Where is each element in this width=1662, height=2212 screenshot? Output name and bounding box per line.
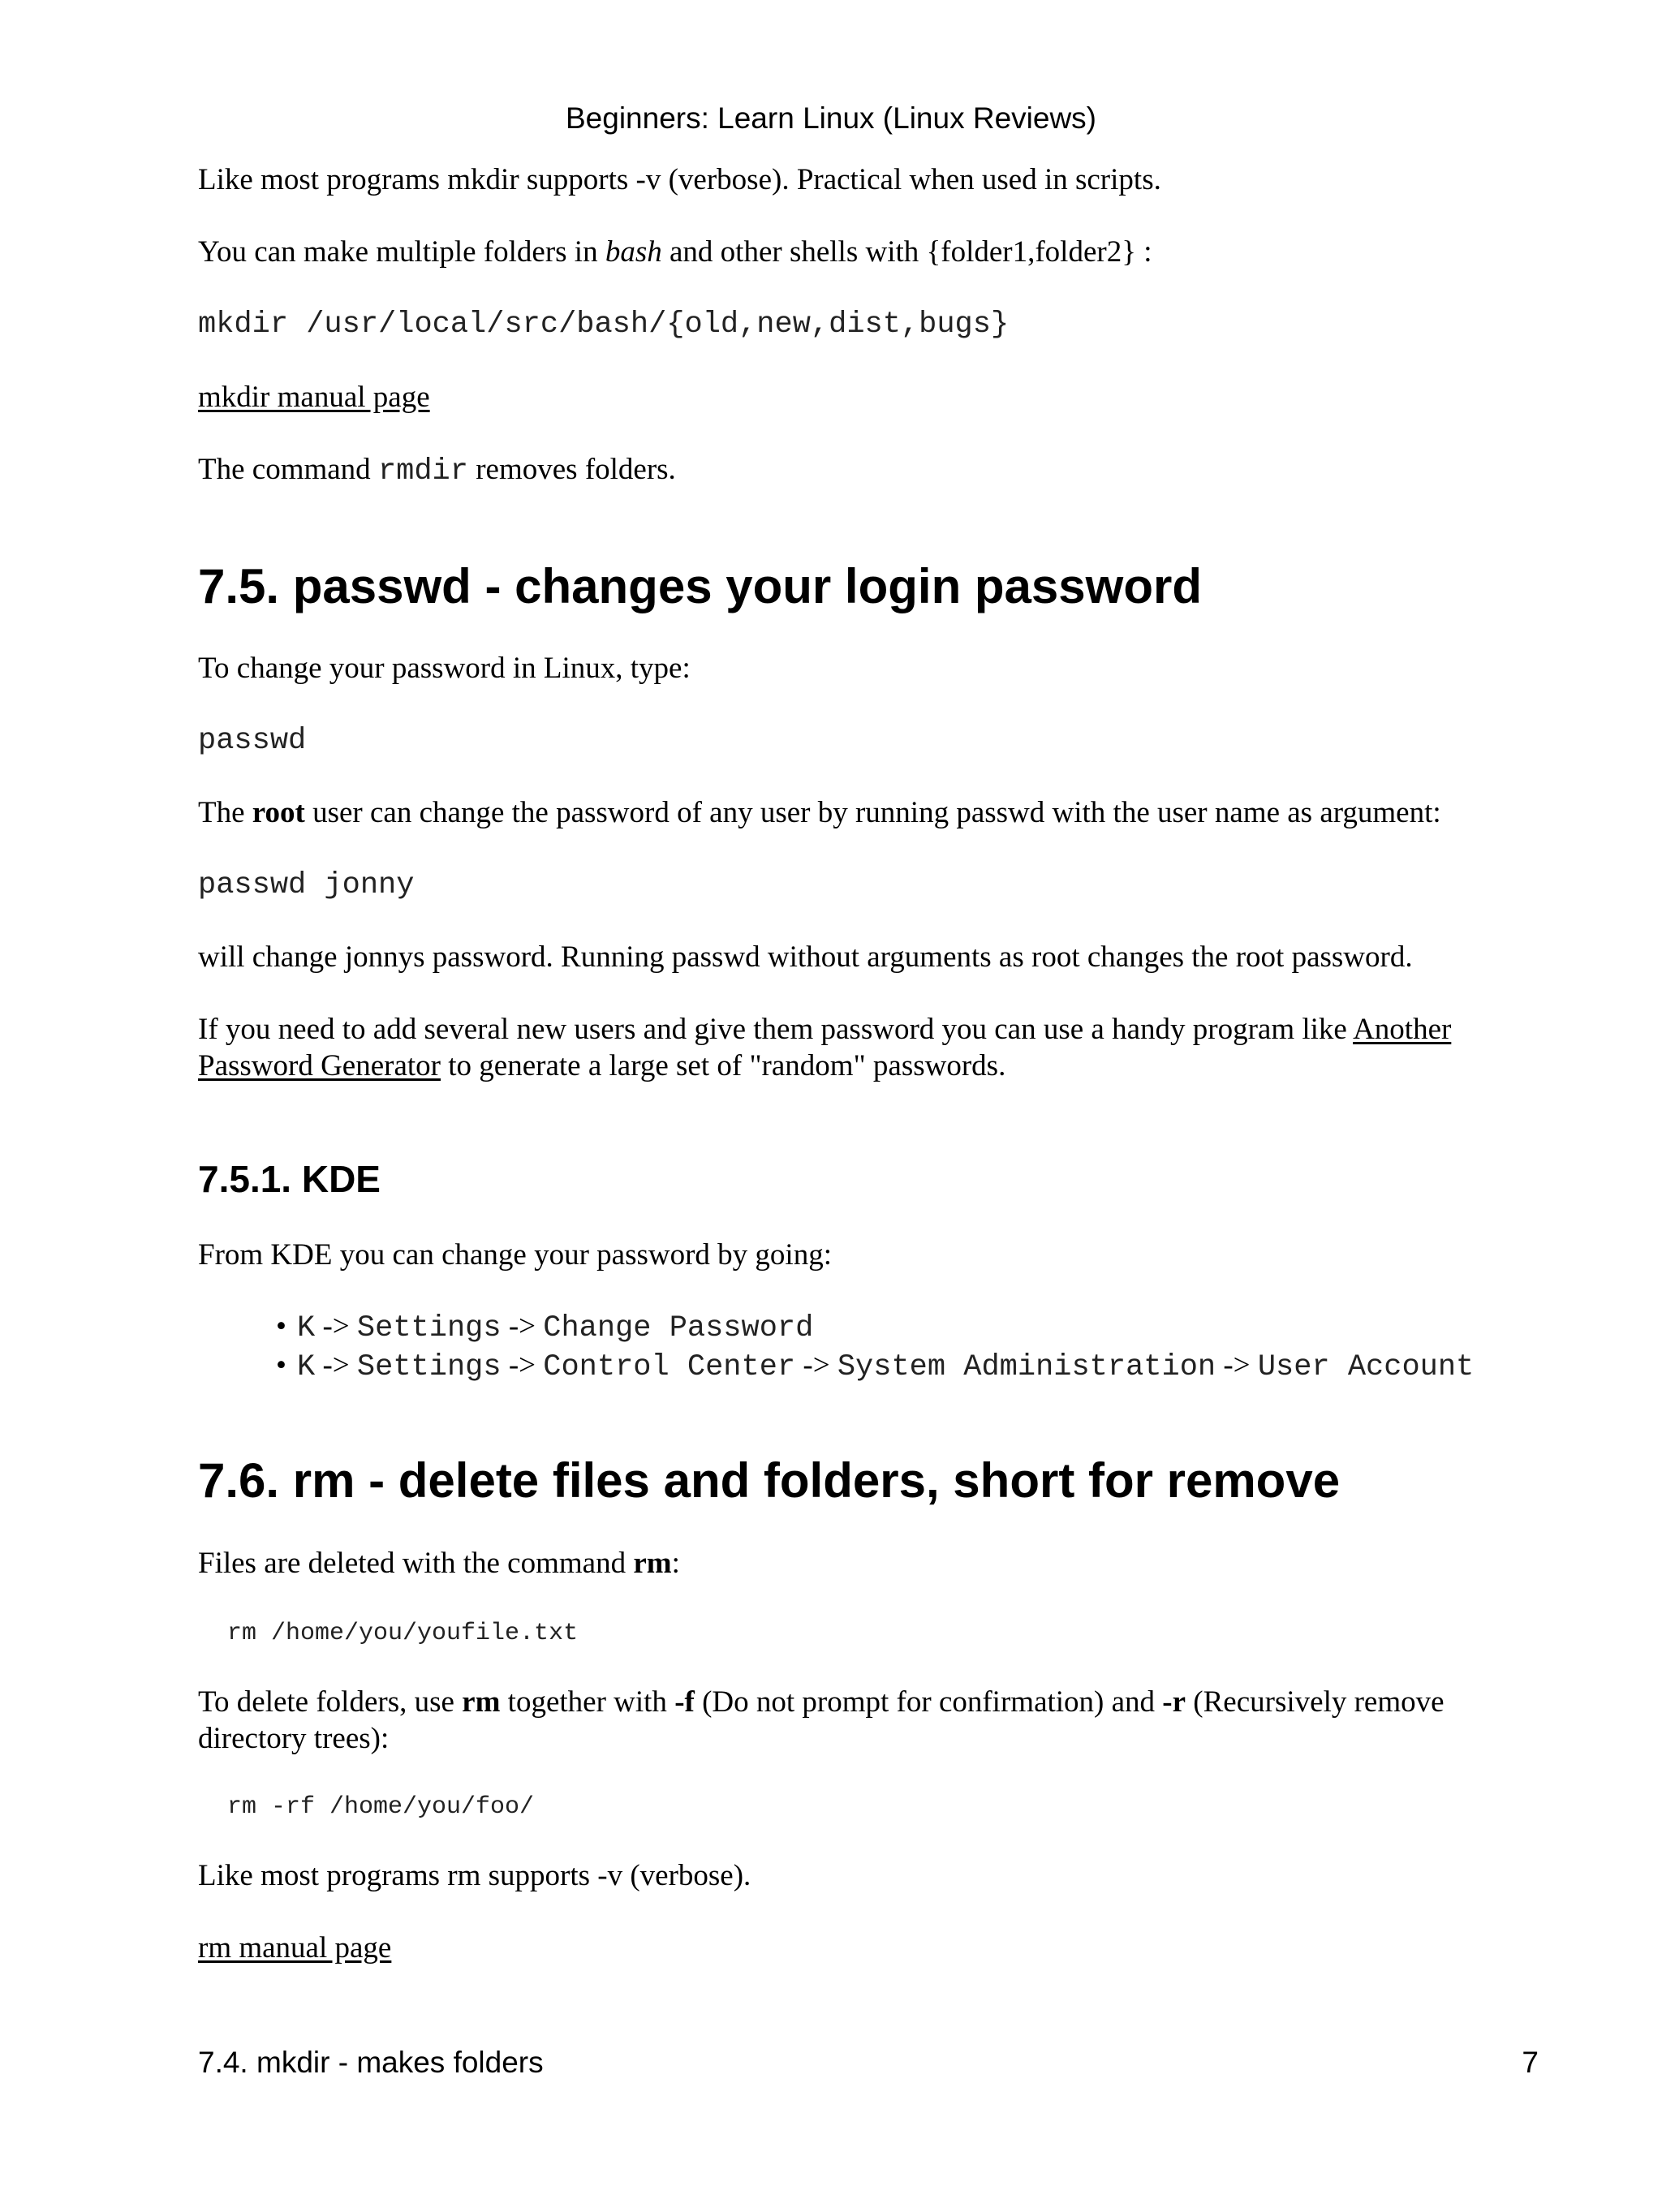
rmdir-code: rmdir	[377, 454, 468, 488]
bullet-icon: •	[276, 1310, 286, 1343]
bash-emphasis: bash	[605, 235, 662, 269]
rm-verbose-paragraph: Like most programs rm supports -v (verbose).	[198, 1859, 751, 1892]
rm-manual-link[interactable]: rm manual page	[198, 1931, 392, 1965]
page-header: Beginners: Learn Linux (Linux Reviews)	[565, 101, 1096, 135]
footer-section-title: 7.4. mkdir - makes folders	[198, 2046, 544, 2079]
mkdir-manual-paragraph	[198, 379, 1545, 415]
passwd-explain-paragraph: will change jonnys password. Running passwd without arguments as root changes the root password.	[198, 940, 1413, 974]
apg-paragraph: If you need to add several new users and give them password you can use a handy program like Another Password Generator to generate a large set of "random" passwords.	[198, 1013, 1452, 1082]
rm-manual-paragraph	[198, 1930, 1545, 1966]
list-item: • K -> Settings -> Control Center -> System Administration -> User Account	[276, 1349, 1475, 1384]
page-number: 7	[1522, 2046, 1539, 2079]
rm-heading: 7.6. rm - delete files and folders, short for remove	[198, 1453, 1341, 1508]
passwd-intro: To change your password in Linux, type:	[198, 652, 691, 685]
root-bold: root	[252, 796, 305, 829]
mkdir-multiple-paragraph: You can make multiple folders in bash and other shells with {folder1,folder2} :	[198, 235, 1152, 269]
mkdir-example-command: mkdir /usr/local/src/bash/{old,new,dist,bugs}	[198, 308, 1010, 342]
rm-folder-command: rm -rf /home/you/foo/	[227, 1793, 535, 1821]
mkdir-verbose-paragraph: Like most programs mkdir supports -v (verbose). Practical when used in scripts.	[198, 163, 1161, 196]
kde-path-list	[276, 1308, 1656, 1386]
rm-bold: rm	[633, 1547, 672, 1580]
another-password-generator-link[interactable]: Another Password Generator	[198, 1013, 1452, 1082]
rm-folders-paragraph: To delete folders, use rm together with -f (Do not prompt for confirmation) and -r (Recursively remove directory trees):	[198, 1685, 1445, 1755]
rmdir-paragraph: The command rmdir removes folders.	[198, 453, 676, 488]
mkdir-manual-link[interactable]: mkdir manual page	[198, 381, 430, 414]
passwd-heading: 7.5. passwd - changes your login password	[198, 559, 1202, 613]
passwd-user-command: passwd jonny	[198, 868, 415, 902]
passwd-command: passwd	[198, 724, 307, 758]
rm-intro: Files are deleted with the command rm:	[198, 1547, 680, 1580]
passwd-root-paragraph: The root user can change the password of any user by running passwd with the user name as argument:	[198, 796, 1441, 829]
kde-intro: From KDE you can change your password by going:	[198, 1238, 832, 1272]
bullet-icon: •	[276, 1349, 286, 1382]
kde-heading: 7.5.1. KDE	[198, 1158, 381, 1200]
rm-file-command: rm /home/you/youfile.txt	[227, 1620, 579, 1647]
list-item: • K -> Settings -> Change Password	[276, 1310, 814, 1345]
